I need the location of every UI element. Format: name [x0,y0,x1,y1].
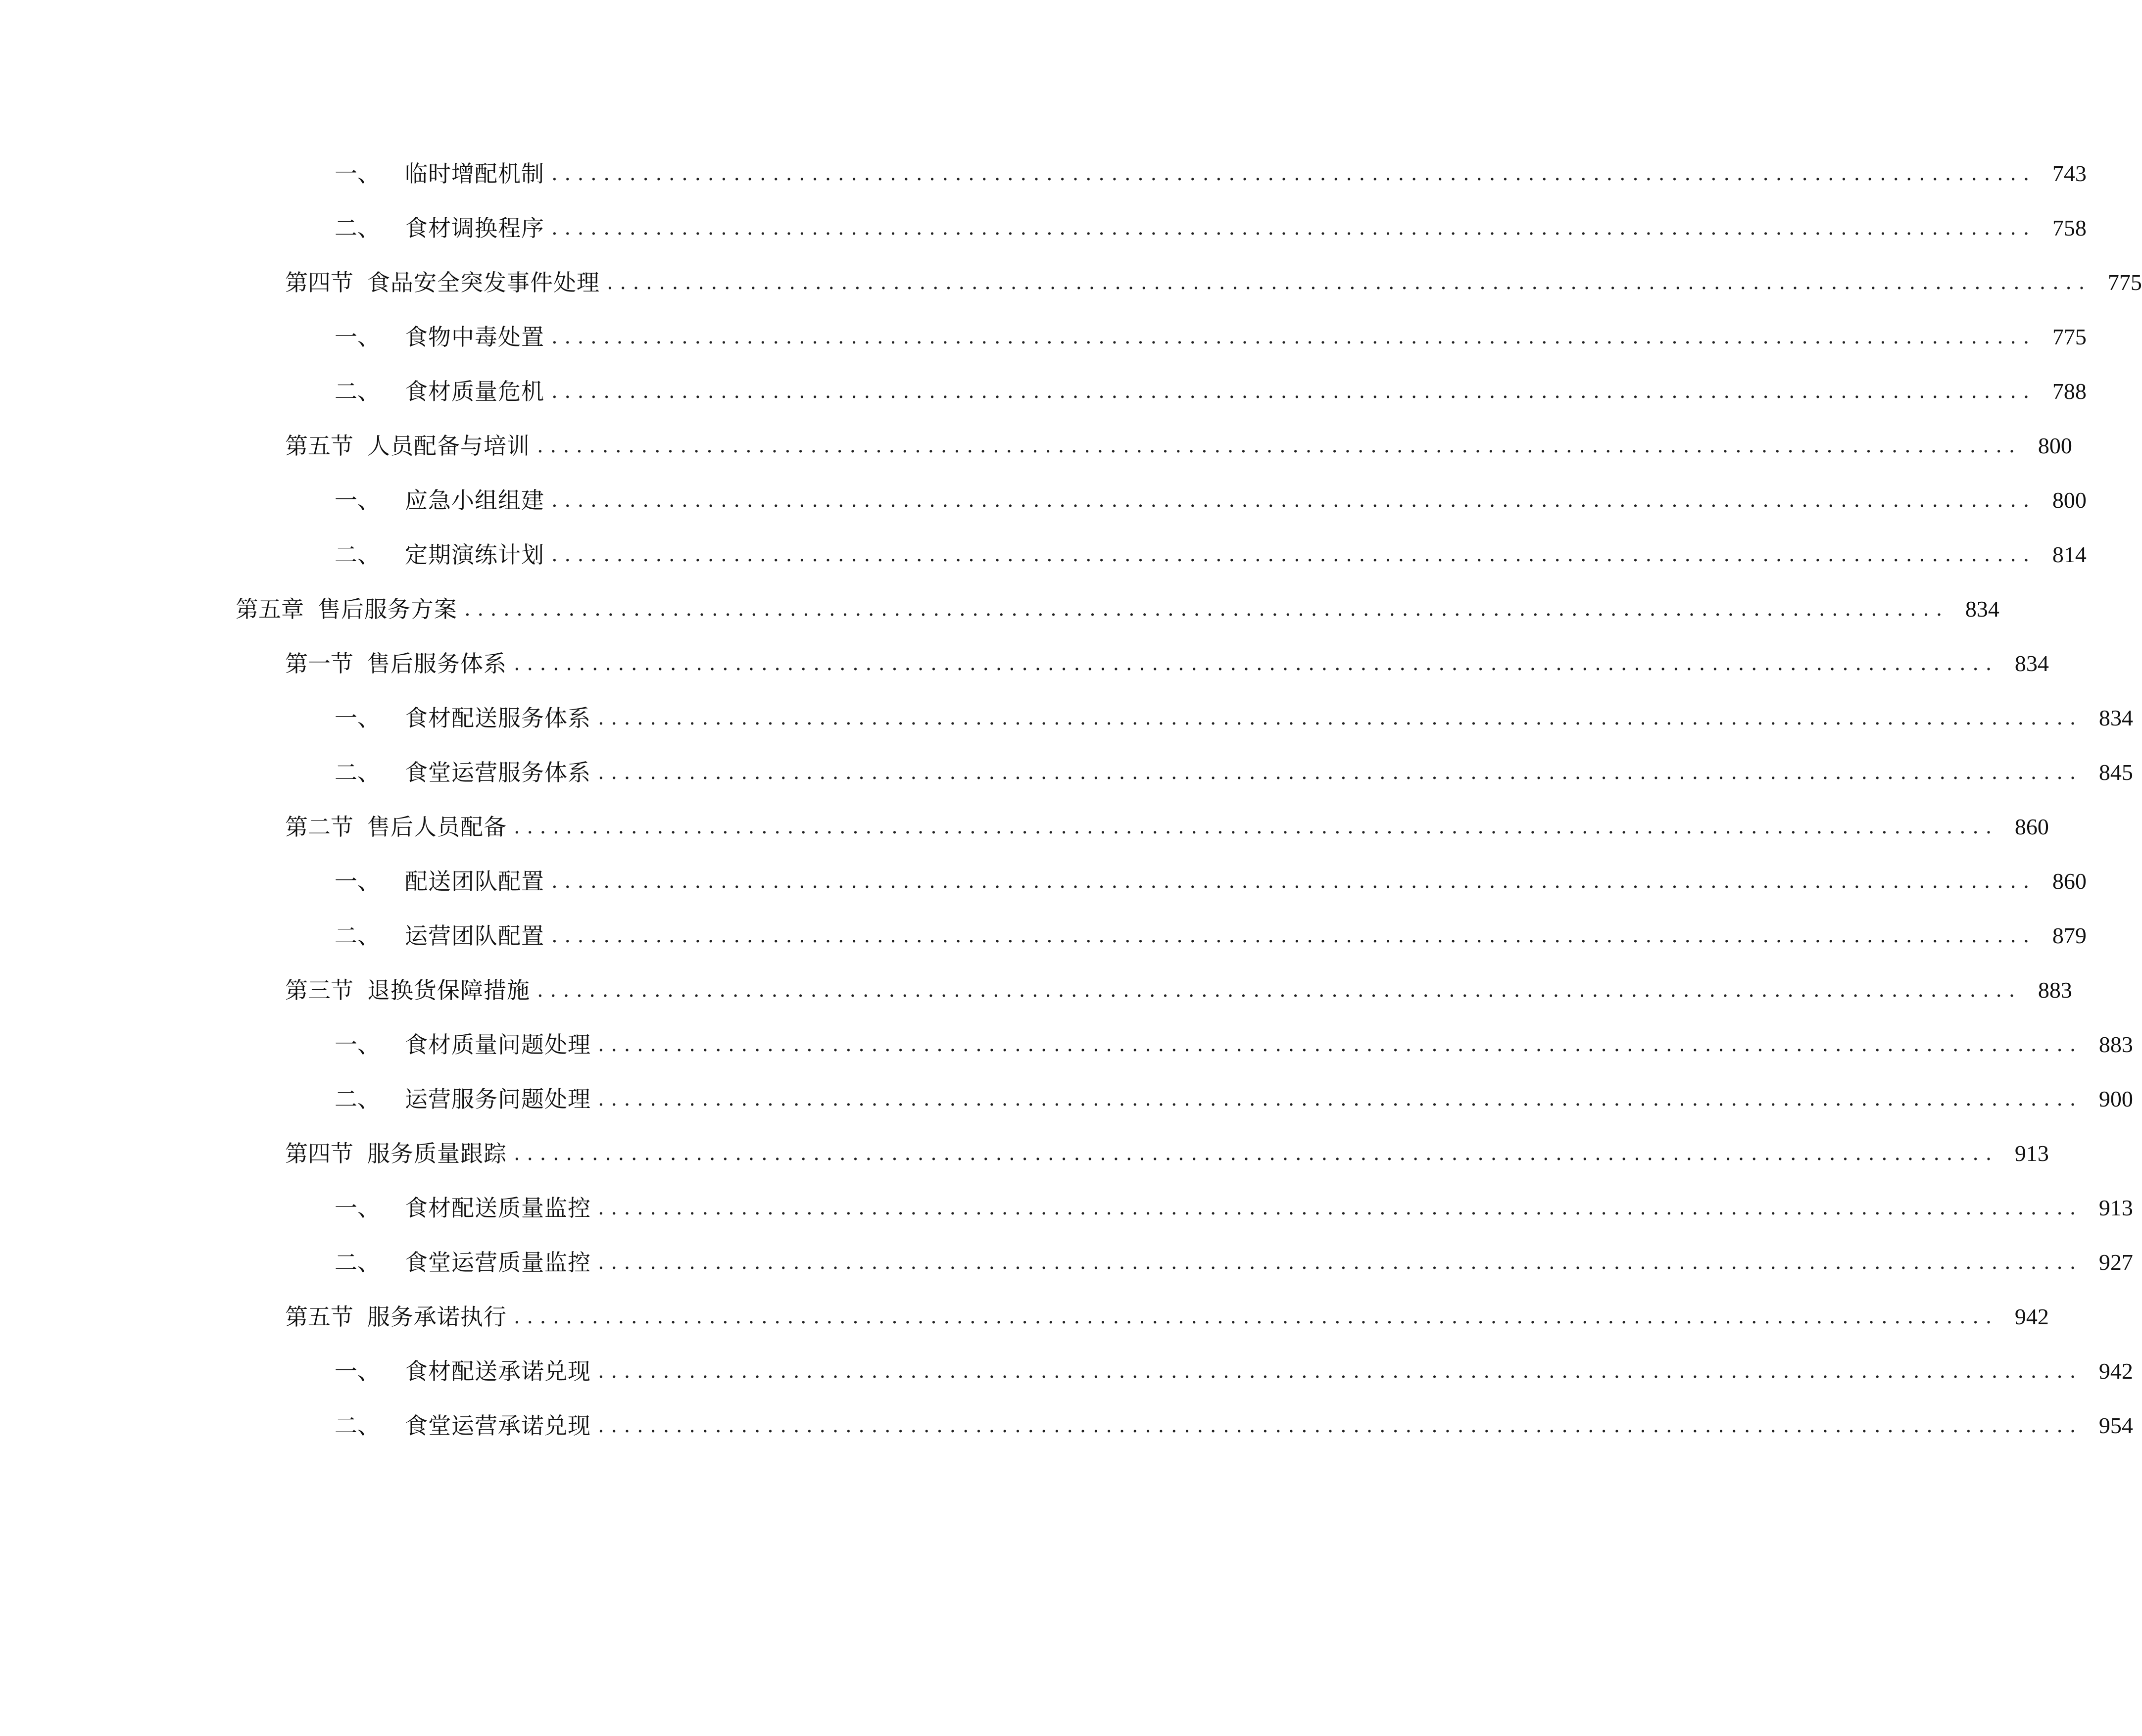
dot-leader: .................................................................................................................. [551,543,2036,566]
toc-entry-number: 第五章 [236,596,304,623]
toc-entry-page-number: 954 [2098,1413,2133,1438]
toc-entry-section[interactable] [285,646,2049,681]
toc-entry-subsection[interactable] [335,1354,2133,1389]
dot-leader: .................................................................................................................. [598,761,2083,784]
toc-entry-title: 食堂运营服务体系 [405,759,591,786]
toc-entry-number: 二、 [335,215,380,241]
toc-entry-page-number: 913 [2098,1195,2133,1220]
toc-entry-number: 一、 [335,160,380,187]
toc-entry-title: 食材质量危机 [405,378,544,405]
toc-entry-subsection[interactable] [335,1408,2133,1443]
toc-entry-page-number: 743 [2052,161,2087,186]
toc-entry-number: 二、 [335,1412,380,1439]
dot-leader: .................................................................................................................. [537,434,2022,457]
toc-entry-subsection[interactable] [335,1245,2133,1280]
toc-entry-subsection[interactable] [335,483,2087,518]
toc-entry-page-number: 879 [2052,923,2087,948]
dot-leader: .................................................................................................................. [551,217,2036,240]
toc-entry-number: 第二节 [285,814,353,840]
toc-entry-number: 二、 [335,1086,380,1112]
toc-entry-title: 运营团队配置 [405,922,544,949]
toc-entry-number: 第一节 [285,650,353,677]
toc-entry-section[interactable] [285,1300,2049,1334]
toc-entry-page-number: 860 [2014,814,2049,839]
dot-leader: .................................................................................................................. [551,870,2036,893]
toc-entry-number: 二、 [335,541,380,568]
dot-leader: .................................................................................................................. [551,162,2036,185]
toc-entry-subsection[interactable] [335,701,2133,735]
dot-leader: .................................................................................................................. [551,380,2036,403]
toc-entry-page-number: 900 [2098,1086,2133,1111]
toc-entry-title: 食材配送服务体系 [405,705,591,731]
toc-entry-subsection[interactable] [335,918,2087,953]
toc-entry-section[interactable] [285,810,2049,844]
toc-entry-page-number: 800 [2038,433,2072,458]
toc-entry-title: 临时增配机制 [405,160,544,187]
toc-entry-number: 第五节 [285,433,353,459]
toc-entry-number: 二、 [335,378,380,405]
toc-entry-page-number: 758 [2052,215,2087,241]
toc-entry-section[interactable] [285,429,2072,463]
toc-entry-title: 售后人员配备 [367,814,507,840]
toc-entry-number: 第五节 [285,1303,353,1330]
toc-entry-subsection[interactable] [335,1191,2133,1225]
dot-leader: .................................................................................................................. [514,652,1998,675]
toc-entry-number: 二、 [335,1249,380,1276]
toc-entry-title: 人员配备与培训 [367,433,530,459]
dot-leader: .................................................................................................................. [598,1197,2083,1219]
toc-entry-title: 服务承诺执行 [367,1303,507,1330]
dot-leader: .................................................................................................................. [598,1251,2083,1274]
toc-entry-page-number: 814 [2052,542,2087,567]
dot-leader: .................................................................................................................. [598,1088,2083,1110]
dot-leader: .................................................................................................................. [598,1360,2083,1383]
toc-entry-title: 食品安全突发事件处理 [367,269,600,296]
dot-leader: .................................................................................................................. [607,271,2092,294]
toc-entry-page-number: 775 [2107,270,2142,295]
toc-entry-title: 售后服务方案 [318,596,457,623]
toc-entry-page-number: 845 [2098,760,2133,785]
toc-entry-title: 食堂运营质量监控 [405,1249,591,1276]
toc-entry-number: 一、 [335,324,380,350]
toc-entry-page-number: 860 [2052,868,2087,894]
toc-entry-page-number: 775 [2052,324,2087,349]
dot-leader: .................................................................................................................. [514,1142,1998,1165]
toc-entry-title: 食堂运营承诺兑现 [405,1412,591,1439]
toc-entry-subsection[interactable] [335,156,2087,191]
toc-entry-title: 食材配送承诺兑现 [405,1358,591,1385]
dot-leader: .................................................................................................................. [464,598,1949,621]
dot-leader: .................................................................................................................. [551,924,2036,947]
toc-entry-subsection[interactable] [335,1082,2133,1116]
dot-leader: .................................................................................................................. [551,326,2036,348]
toc-entry-subsection[interactable] [335,1027,2133,1062]
toc-entry-title: 食物中毒处置 [405,324,544,350]
toc-entry-subsection[interactable] [335,755,2133,790]
toc-entry-title: 退换货保障措施 [367,977,530,1004]
toc-entry-page-number: 927 [2098,1250,2133,1275]
toc-entry-number: 一、 [335,487,380,514]
toc-entry-subsection[interactable] [335,211,2087,245]
toc-entry-number: 一、 [335,868,380,895]
toc-entry-title: 运营服务问题处理 [405,1086,591,1112]
toc-entry-title: 配送团队配置 [405,868,544,895]
toc-entry-section[interactable] [285,1136,2049,1171]
dot-leader: .................................................................................................................. [514,816,1998,838]
toc-entry-number: 一、 [335,1195,380,1221]
toc-entry-page-number: 834 [2014,651,2049,676]
toc-entry-page-number: 834 [1965,596,1999,622]
dot-leader: .................................................................................................................. [537,979,2022,1002]
toc-entry-subsection[interactable] [335,537,2087,572]
toc-entry-title: 食材调换程序 [405,215,544,241]
toc-entry-page-number: 942 [2098,1358,2133,1384]
toc-entry-number: 第三节 [285,977,353,1004]
toc-entry-title: 服务质量跟踪 [367,1140,507,1167]
toc-entry-page-number: 913 [2014,1141,2049,1166]
toc-entry-page-number: 800 [2052,487,2087,513]
dot-leader: .................................................................................................................. [598,1414,2083,1437]
toc-entry-number: 一、 [335,1358,380,1385]
toc-entry-page-number: 942 [2014,1304,2049,1329]
toc-entry-title: 应急小组组建 [405,487,544,514]
toc-entry-number: 第四节 [285,269,353,296]
dot-leader: .................................................................................................................. [514,1305,1998,1328]
toc-entry-page-number: 883 [2038,977,2072,1003]
toc-entry-page-number: 834 [2098,705,2133,730]
dot-leader: .................................................................................................................. [598,707,2083,729]
toc-entry-page-number: 788 [2052,379,2087,404]
dot-leader: .................................................................................................................. [551,489,2036,512]
toc-entry-number: 一、 [335,1031,380,1058]
toc-entry-title: 食材质量问题处理 [405,1031,591,1058]
toc-entry-subsection[interactable] [335,320,2087,354]
toc-entry-number: 第四节 [285,1140,353,1167]
toc-entry-number: 一、 [335,705,380,731]
toc-entry-subsection[interactable] [335,374,2087,409]
toc-entry-section[interactable] [285,265,2142,300]
dot-leader: .................................................................................................................. [598,1033,2083,1056]
toc-entry-section[interactable] [285,973,2072,1008]
toc-entry-subsection[interactable] [335,864,2087,899]
toc-entry-number: 二、 [335,922,380,949]
toc-entry-number: 二、 [335,759,380,786]
toc-entry-title: 售后服务体系 [367,650,507,677]
toc-entry-page-number: 883 [2098,1032,2133,1057]
toc-entry-chapter[interactable] [236,592,1999,627]
toc-entry-title: 食材配送质量监控 [405,1195,591,1221]
toc-entry-title: 定期演练计划 [405,541,544,568]
